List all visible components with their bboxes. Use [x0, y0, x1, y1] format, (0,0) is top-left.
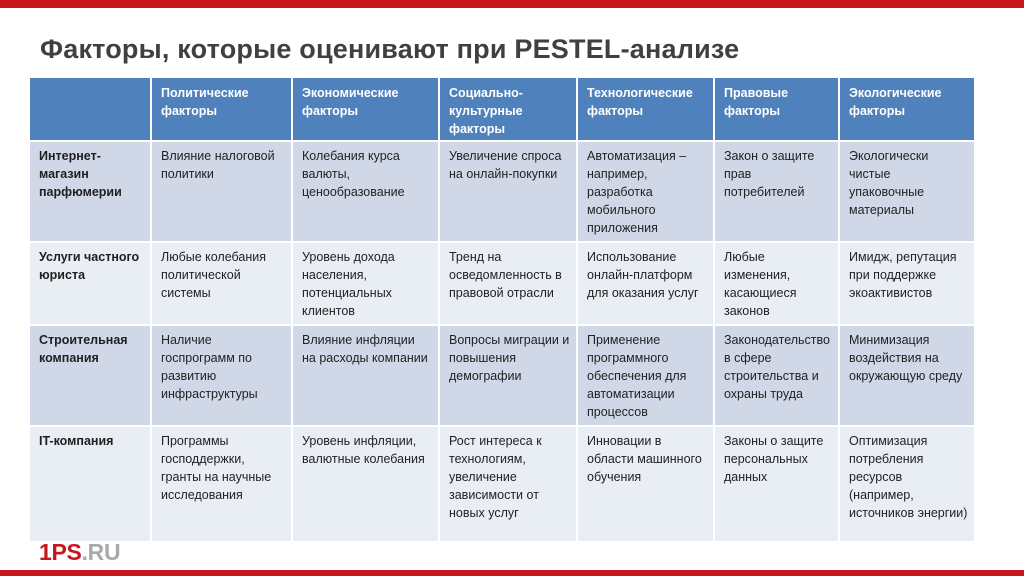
header-social: Социально-культурные факторы — [439, 77, 577, 141]
table-cell: Вопросы миграции и повышения демографии — [439, 325, 577, 426]
header-political: Политические факторы — [151, 77, 292, 141]
brand-logo — [39, 539, 120, 566]
table-cell: Имидж, репутация при поддержке экоактивистов — [839, 242, 975, 325]
pestel-table — [28, 76, 976, 543]
row-label: Интернет-магазин парфюмерии — [29, 141, 151, 242]
bottom-accent-bar — [0, 570, 1024, 576]
table-cell: Увеличение спроса на онлайн-покупки — [439, 141, 577, 242]
table-cell: Использование онлайн-платформ для оказания услуг — [577, 242, 714, 325]
row-label: IT-компания — [29, 426, 151, 542]
table-cell: Любые колебания политической системы — [151, 242, 292, 325]
table-row — [29, 141, 975, 242]
table-header-row — [29, 77, 975, 141]
header-legal: Правовые факторы — [714, 77, 839, 141]
table-cell: Автоматизация – например, разработка мобильного приложения — [577, 141, 714, 242]
table-cell: Экологически чистые упаковочные материалы — [839, 141, 975, 242]
table-cell: Программы господдержки, гранты на научные исследования — [151, 426, 292, 542]
table-row — [29, 426, 975, 542]
header-technological: Технологические факторы — [577, 77, 714, 141]
table-cell: Законодательство в сфере строительства и охраны труда — [714, 325, 839, 426]
table-row — [29, 325, 975, 426]
row-label: Строительная компания — [29, 325, 151, 426]
table-row — [29, 242, 975, 325]
table-cell: Влияние налоговой политики — [151, 141, 292, 242]
top-accent-bar — [0, 0, 1024, 8]
table-cell: Любые изменения, касающиеся законов — [714, 242, 839, 325]
table-cell: Инновации в области машинного обучения — [577, 426, 714, 542]
header-economic: Экономические факторы — [292, 77, 439, 141]
table-cell: Тренд на осведомленность в правовой отрасли — [439, 242, 577, 325]
table-cell: Законы о защите персональных данных — [714, 426, 839, 542]
table-cell: Закон о защите прав потребителей — [714, 141, 839, 242]
row-label: Услуги частного юриста — [29, 242, 151, 325]
slide-title: Факторы, которые оценивают при PESTEL-анализе — [40, 34, 740, 64]
header-corner — [29, 77, 151, 141]
table-cell: Оптимизация потребления ресурсов (например, источников энергии) — [839, 426, 975, 542]
table-cell: Рост интереса к технологиям, увеличение зависимости от новых услуг — [439, 426, 577, 542]
logo-text-1ps: 1PS — [39, 539, 82, 565]
table-cell: Минимизация воздействия на окружающую среду — [839, 325, 975, 426]
table-cell: Влияние инфляции на расходы компании — [292, 325, 439, 426]
header-ecological: Экологические факторы — [839, 77, 975, 141]
logo-text-ru: .RU — [81, 539, 121, 565]
table-cell: Колебания курса валюты, ценообразование — [292, 141, 439, 242]
table-cell: Наличие госпрограмм по развитию инфраструктуры — [151, 325, 292, 426]
table-cell: Уровень инфляции, валютные колебания — [292, 426, 439, 542]
table-cell: Уровень дохода населения, потенциальных клиентов — [292, 242, 439, 325]
table-cell: Применение программного обеспечения для автоматизации процессов — [577, 325, 714, 426]
